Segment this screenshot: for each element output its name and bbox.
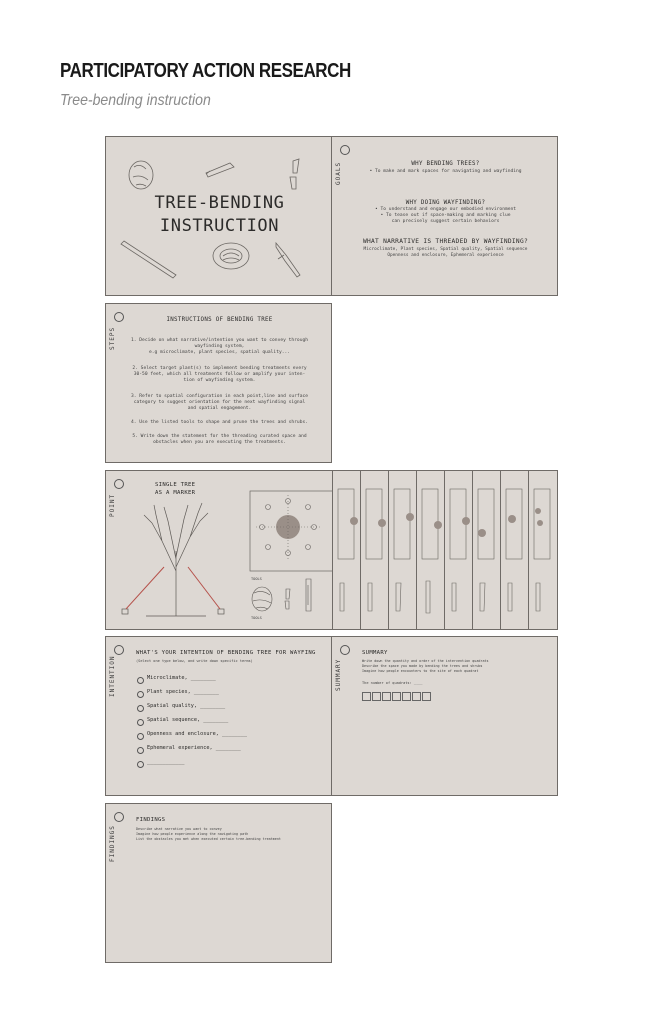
checkbox[interactable] <box>137 705 144 712</box>
point-side-label: POINT <box>109 493 116 517</box>
step-2-line3: tion of wayfinding system. <box>183 378 256 383</box>
goals-answer-2-line1: • To understand and engage our embodied environment <box>374 207 517 212</box>
sequence-strips-illustration <box>332 471 558 630</box>
steps-heading: INSTRUCTIONS OF BENDING TREE <box>166 317 273 323</box>
goals-card <box>331 136 558 296</box>
intention-note: (Select one type below, and write down specific terms) <box>136 659 253 663</box>
goals-question-2: WHY DOING WAYFINDING? <box>405 200 486 206</box>
summary-note-line1: Write down the quantity and order of the intervention quadrats <box>362 659 489 663</box>
step-4-line1: 4. Use the listed tools to shape and prune the trees and shrubs. <box>130 420 308 425</box>
goals-answer-3-line2: Openness and enclosure, Ephemeral experience <box>387 253 504 258</box>
cover-title-line2: INSTRUCTION <box>159 216 280 236</box>
summary-note-line3: Imagine how people encounters to the site of each quadrat <box>362 669 479 673</box>
checkbox[interactable] <box>137 691 144 698</box>
tool-sketches-small <box>248 575 328 617</box>
goals-answer-3-line1: Microclimate, Plant species, Spatial quality, Spatial sequence <box>363 247 528 252</box>
point-heading-line2: AS A MARKER <box>155 490 196 496</box>
steps-side-label: STEPS <box>109 326 116 350</box>
findings-card <box>105 803 332 963</box>
summary-side-label: SUMMARY <box>335 658 342 691</box>
intention-card <box>105 636 332 796</box>
summary-heading: SUMMARY <box>362 650 388 656</box>
intention-option: Openness and enclosure, ________ <box>147 731 247 737</box>
checkbox[interactable] <box>137 719 144 726</box>
intention-option: Plant species, ________ <box>147 689 219 695</box>
intention-option: Ephemeral experience, ________ <box>147 745 241 751</box>
intention-side-label: INTENTION <box>109 655 116 697</box>
goals-question-3: WHAT NARRATIVE IS THREADED BY WAYFINDING? <box>362 238 529 245</box>
checkbox[interactable] <box>137 761 144 768</box>
goals-answer-2-line3: can precisely suggest certain behaviors <box>391 219 500 224</box>
goals-question-1: WHY BENDING TREES? <box>411 161 480 167</box>
step-1-line1: 1. Decide on what narrative/intention you want to convey through <box>130 338 308 343</box>
page-subtitle: Tree-bending instruction <box>60 92 211 109</box>
page-title: PARTICIPATORY ACTION RESEARCH <box>60 60 351 82</box>
cover-card <box>105 136 332 296</box>
tools-label-2: TOOLS <box>251 616 262 620</box>
quadrat-boxes[interactable] <box>362 686 432 705</box>
step-3-line1: 3. Refer to spatial configuration in each point,line and surface <box>130 394 308 399</box>
goals-answer-1: • To make and mark spaces for navigating and wayfinding <box>369 169 522 174</box>
summary-note-line2: Describe the space you made by bending the trees and shrubs <box>362 664 483 668</box>
page-marker-icon <box>114 645 124 655</box>
checkbox[interactable] <box>137 733 144 740</box>
step-1-line2: wayfinding system, <box>194 344 245 349</box>
tools-label-1: TOOLS <box>251 577 262 581</box>
step-5-line2: obstacles when you are executing the treatments. <box>153 440 286 445</box>
page-marker-icon <box>340 145 350 155</box>
point-card <box>105 470 558 630</box>
step-1-line3: e.g microclimate, plant species, spatial quality... <box>148 350 291 355</box>
checkbox[interactable] <box>137 747 144 754</box>
intention-option: Microclimate, ________ <box>147 675 216 681</box>
findings-heading: FINDINGS <box>136 817 166 823</box>
step-3-line2: category to suggest orientation for the next wayfinding signal <box>133 400 306 405</box>
goals-answer-2-line2: • To tease out if space-making and marking clue <box>380 213 511 218</box>
summary-card <box>331 636 558 796</box>
quadrat-count-label: The number of quadrats: ____ <box>362 681 423 685</box>
point-heading-line1: SINGLE TREE <box>155 482 196 488</box>
steps-card <box>105 303 332 463</box>
findings-note-line2: Imagine how people experience along the navigating path <box>136 832 249 836</box>
intention-option: Spatial sequence, ________ <box>147 717 229 723</box>
page-marker-icon <box>114 812 124 822</box>
goals-side-label: GOALS <box>335 161 342 185</box>
step-2-line2: 30-50 feet, which all treatments follow or amplify your inten- <box>133 372 306 377</box>
step-5-line1: 5. Write down the statement for the threading curated space and <box>132 434 307 439</box>
step-3-line3: and spatial engagement. <box>187 406 252 411</box>
cover-title-line1: TREE-BENDING <box>154 193 285 213</box>
findings-note-line1: Describe what narrative you want to convey <box>136 827 222 831</box>
intention-option: Spatial quality, ________ <box>147 703 226 709</box>
findings-side-label: FINDINGS <box>109 825 116 862</box>
intention-option: ____________ <box>147 759 185 765</box>
intention-heading: WHAT'S YOUR INTENTION OF BENDING TREE FOR WAYFING <box>136 650 316 656</box>
bent-tree-illustration <box>106 471 246 630</box>
findings-note-line3: List the obstacles you met when executed certain tree-bending treatment <box>136 837 281 841</box>
plan-diagram <box>248 489 338 573</box>
page-marker-icon <box>340 645 350 655</box>
checkbox[interactable] <box>137 677 144 684</box>
step-2-line1: 2. Select target plant(s) to implement bending treatments every <box>132 366 307 371</box>
